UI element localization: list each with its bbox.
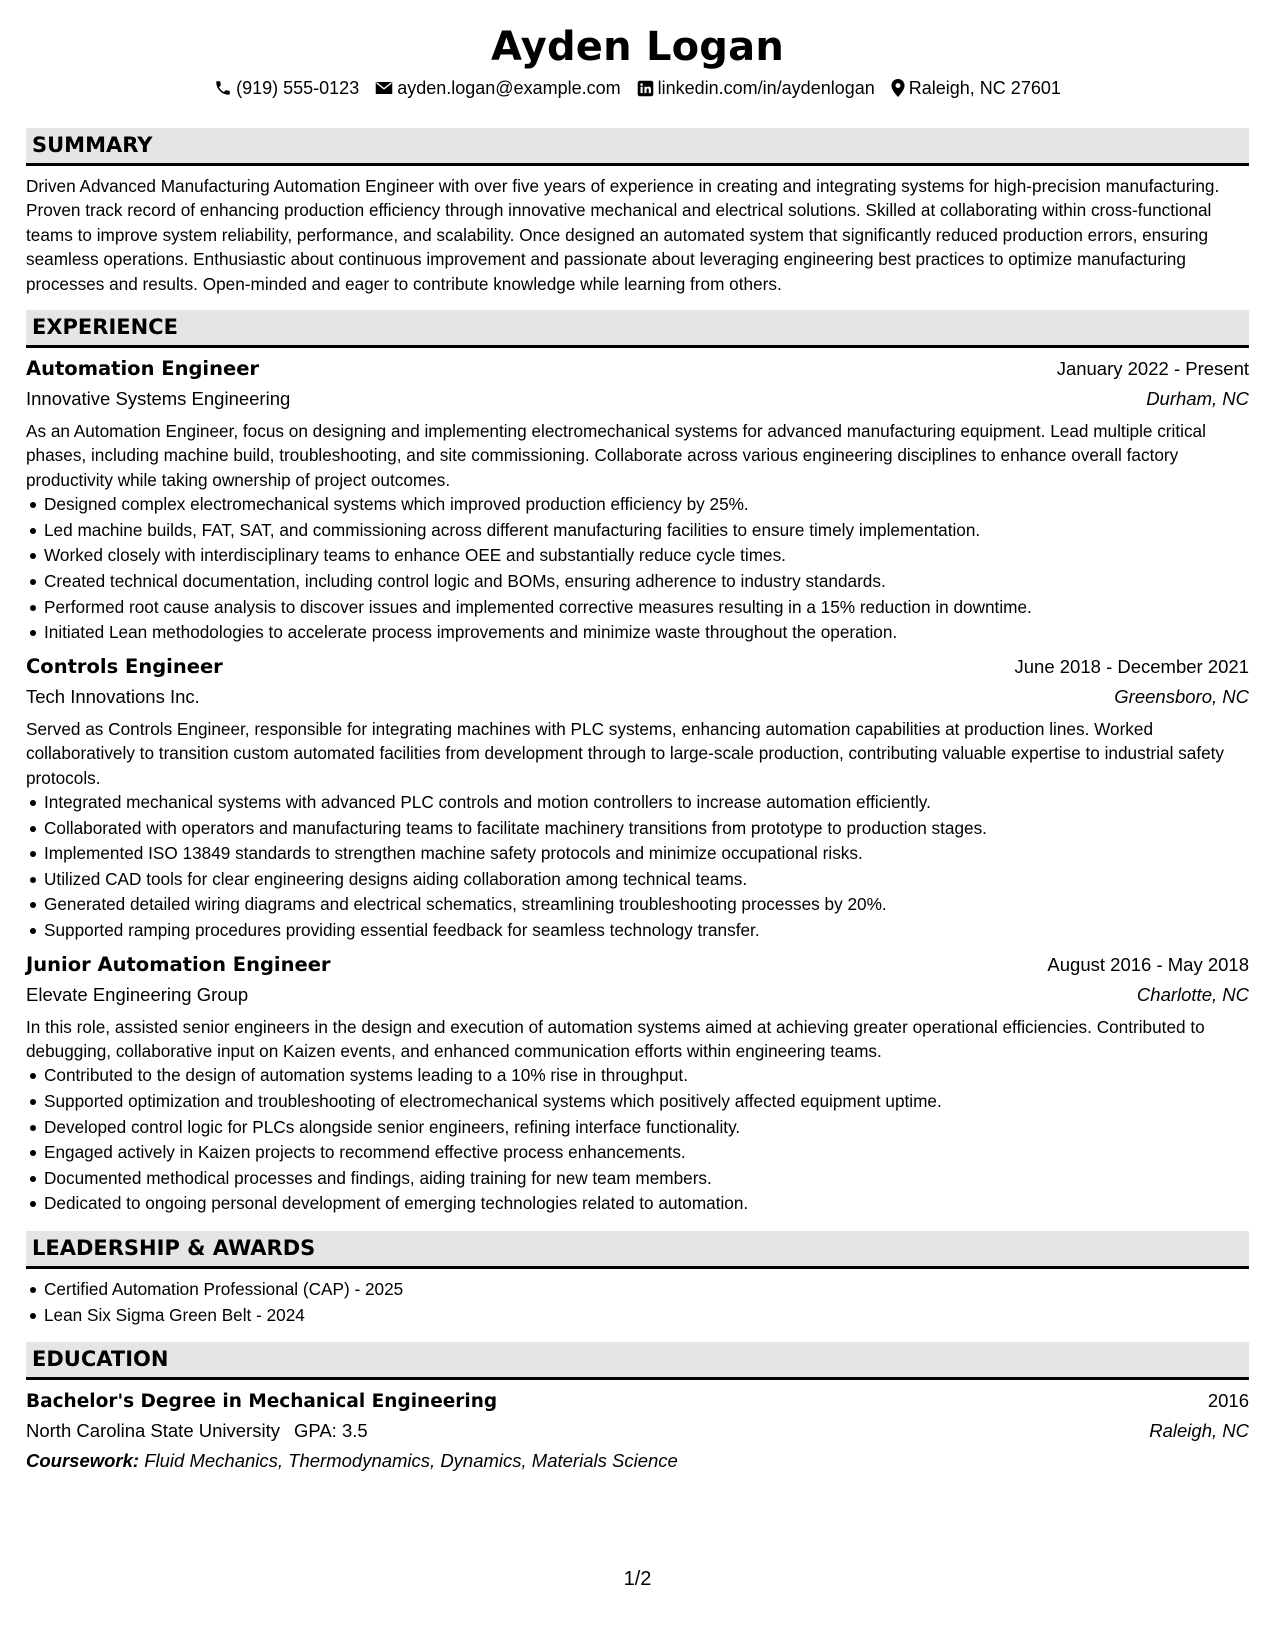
job-entry	[26, 354, 1249, 646]
job-bullets	[26, 492, 1249, 646]
bullet-item: Created technical documentation, including control logic and BOMs, ensuring adherence to industry standards.	[26, 569, 1249, 595]
contact-linkedin[interactable]	[637, 76, 875, 100]
page-number: 1/2	[623, 1568, 652, 1590]
bullet-item: Initiated Lean methodologies to accelerate process improvements and minimize waste throughout the operation.	[26, 620, 1249, 646]
bullet-item: Integrated mechanical systems with advanced PLC controls and motion controllers to increase automation efficiently.	[26, 790, 1249, 816]
award-item: Lean Six Sigma Green Belt - 2024	[26, 1303, 1249, 1329]
bullet-item: Implemented ISO 13849 standards to strengthen machine safety protocols and minimize occupational risks.	[26, 841, 1249, 867]
job-title: Automation Engineer	[26, 357, 260, 381]
degree-title: Bachelor's Degree in Mechanical Engineering	[26, 1391, 498, 1413]
contact-email[interactable]	[375, 76, 620, 100]
job-dates: June 2018 - December 2021	[1014, 655, 1249, 677]
section-title-summary: SUMMARY	[26, 128, 1249, 166]
job-company: Tech Innovations Inc.	[26, 685, 200, 707]
bullet-item: Generated detailed wiring diagrams and electrical schematics, streamlining troubleshooting processes by 20%.	[26, 892, 1249, 918]
job-location: Charlotte, NC	[1136, 983, 1249, 1005]
email-text: ayden.logan@example.com	[397, 78, 621, 98]
envelope-icon	[375, 80, 393, 96]
candidate-name: Ayden Logan	[490, 24, 785, 70]
job-company: Elevate Engineering Group	[26, 983, 249, 1005]
section-title-experience: EXPERIENCE	[26, 310, 1249, 348]
bullet-item: Supported ramping procedures providing essential feedback for seamless technology transfer.	[26, 918, 1249, 944]
phone-text: (919) 555-0123	[236, 78, 360, 98]
awards-list	[26, 1277, 1249, 1328]
coursework-label: Coursework:	[26, 1450, 140, 1472]
section-title-leadership: LEADERSHIP & AWARDS	[26, 1231, 1249, 1269]
bullet-item: Performed root cause analysis to discover issues and implemented corrective measures resulting in a 15% reduction in downtime.	[26, 595, 1249, 621]
job-title: Controls Engineer	[26, 654, 223, 678]
bullet-item: Documented methodical processes and findings, aiding training for new team members.	[26, 1166, 1249, 1192]
linkedin-text: linkedin.com/in/aydenlogan	[657, 78, 875, 98]
summary-text: Driven Advanced Manufacturing Automation Engineer with over five years of experience in creating and integrating systems for high-precision manufacturing. Proven track record of enhancing production efficiency through innovative mechanical and electrical solutions. Skilled at collaborating within cross-functional teams to improve system reliability, performance, and scalability. Once designed an automated system that significantly reduced production errors, ensuring seamless operations. Enthusiastic about continuous improvement and passionate about leveraging engineering best practices to optimize manufacturing processes and results. Open-minded and eager to contribute knowledge while learning from others.	[26, 176, 1220, 294]
contact-bar	[26, 76, 1249, 100]
job-description: Served as Controls Engineer, responsible for integrating machines with PLC systems, enhancing automation capabilities at production lines. Worked collaboratively to transition custom automated facilities from development through to large-scale production, contributing valuable expertise to industrial safety protocols.	[26, 718, 1225, 788]
gpa: GPA: 3.5	[293, 1420, 368, 1442]
bullet-item: Contributed to the design of automation systems leading to a 10% rise in throughput.	[26, 1063, 1249, 1089]
bullet-item: Led machine builds, FAT, SAT, and commissioning across different manufacturing facilities to ensure timely implementation.	[26, 518, 1249, 544]
job-location: Greensboro, NC	[1114, 685, 1249, 707]
job-location: Durham, NC	[1146, 388, 1249, 410]
map-pin-icon	[891, 79, 905, 97]
coursework-list: Fluid Mechanics, Thermodynamics, Dynamics, Materials Science	[144, 1450, 678, 1472]
graduation-year: 2016	[1207, 1390, 1249, 1412]
contact-phone	[214, 76, 359, 100]
bullet-item: Utilized CAD tools for clear engineering designs aiding collaboration among technical teams.	[26, 867, 1249, 893]
resume-header	[26, 0, 1249, 100]
school-name: North Carolina State University	[26, 1420, 280, 1442]
linkedin-icon	[637, 80, 654, 97]
job-bullets	[26, 1063, 1249, 1217]
school-line	[26, 1416, 368, 1446]
job-entry	[26, 950, 1249, 1217]
job-dates: August 2016 - May 2018	[1047, 953, 1249, 975]
location-text: Raleigh, NC 27601	[908, 78, 1061, 98]
coursework-line	[26, 1446, 1249, 1476]
job-bullets	[26, 790, 1249, 944]
job-description: As an Automation Engineer, focus on designing and implementing electromechanical systems for advanced manufacturing equipment. Lead multiple critical phases, including machine build, troubleshooting, and site commissioning. Collaborate across various engineering disciplines to enhance overall factory productivity while taking ownership of project outcomes.	[26, 421, 1206, 490]
bullet-item: Developed control logic for PLCs alongside senior engineers, refining interface functionality.	[26, 1115, 1249, 1141]
job-dates: January 2022 - Present	[1056, 358, 1249, 380]
job-entry	[26, 652, 1249, 944]
bullet-item: Dedicated to ongoing personal development of emerging technologies related to automation.	[26, 1191, 1249, 1217]
contact-location	[891, 76, 1061, 100]
phone-icon	[214, 79, 232, 97]
education-entry	[26, 1386, 1249, 1476]
bullet-item: Engaged actively in Kaizen projects to recommend effective process enhancements.	[26, 1140, 1249, 1166]
school-location: Raleigh, NC	[1149, 1420, 1249, 1442]
job-title: Junior Automation Engineer	[26, 952, 331, 976]
section-title-education: EDUCATION	[26, 1342, 1249, 1380]
job-description: In this role, assisted senior engineers in the design and execution of automation systems aimed at achieving greater operational efficiencies. Contributed to debugging, collaborative input on Kaizen events, and enhanced communication efforts within engineering teams.	[26, 1016, 1205, 1061]
bullet-item: Collaborated with operators and manufacturing teams to facilitate machinery transitions from prototype to production stages.	[26, 816, 1249, 842]
bullet-item: Supported optimization and troubleshooting of electromechanical systems which positively affected equipment uptime.	[26, 1089, 1249, 1115]
award-item: Certified Automation Professional (CAP) - 2025	[26, 1277, 1249, 1303]
bullet-item: Designed complex electromechanical systems which improved production efficiency by 25%.	[26, 492, 1249, 518]
bullet-item: Worked closely with interdisciplinary teams to enhance OEE and substantially reduce cycle times.	[26, 543, 1249, 569]
job-company: Innovative Systems Engineering	[26, 388, 291, 410]
